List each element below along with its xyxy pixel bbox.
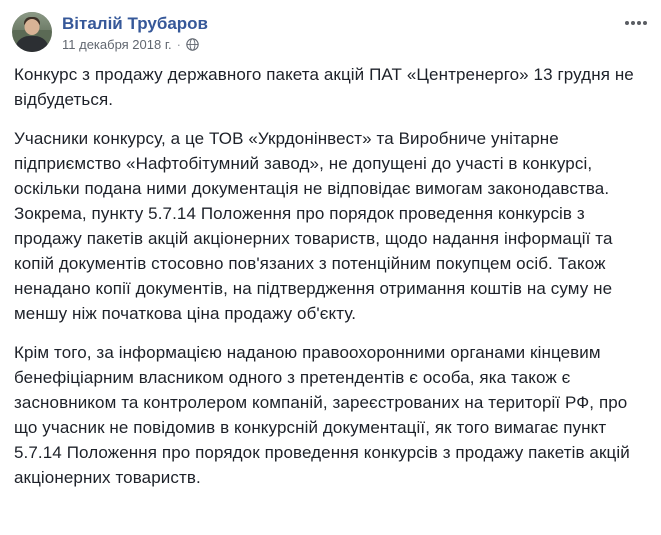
post-paragraph: Крім того, за інформацією наданою правоохоронними органами кінцевим бенефіціарним власником одного з претендентів є особа, яка також є засновником та контролером компаній, зареєстрованих на території РФ, про що учасник не повідомив в конкурсній документації, як того вимагає пункт 5.7.14 Положення про порядок проведення конкурсів з продажу пакетів акцій акціонерних товариств. bbox=[14, 343, 630, 487]
menu-dot bbox=[631, 21, 635, 25]
globe-icon[interactable] bbox=[186, 38, 199, 51]
post-paragraph: Учасники конкурсу, а це ТОВ «Укрдонінвест» та Виробниче унітарне підприємство «Нафтобітумний завод», не допущені до участі в конкурсі, оскільки подана ними документація не відповідає вимогам законодавства. Зокрема, пункту 5.7.14 Положення про порядок проведення конкурсів з продажу пакетів акцій акціонерних товариств, щодо надання інформації та копій документів стосовно пов'язаних з потенційним покупцем осіб. Також ненадано копії документів, на підтвердження отримання коштів на суму не меншу ніж початкова ціна продажу об'єкту. bbox=[14, 129, 613, 323]
meta-separator: · bbox=[176, 37, 181, 52]
menu-dot bbox=[625, 21, 629, 25]
more-options-icon[interactable] bbox=[625, 16, 647, 30]
author-name[interactable]: Віталій Трубаров bbox=[62, 14, 209, 33]
avatar-head bbox=[25, 19, 40, 35]
menu-dot bbox=[643, 21, 647, 25]
post-header bbox=[0, 0, 661, 52]
post-meta bbox=[62, 37, 208, 52]
post-timestamp[interactable]: 11 декабря 2018 г. bbox=[62, 37, 172, 52]
menu-dot bbox=[637, 21, 641, 25]
post-paragraph: Конкурс з продажу державного пакета акцій ПАТ «Центренерго» 13 грудня не відбудеться. bbox=[14, 65, 634, 109]
post-body bbox=[0, 52, 661, 490]
avatar-body bbox=[15, 36, 49, 52]
avatar[interactable] bbox=[12, 12, 52, 52]
post-header-text bbox=[62, 12, 208, 52]
